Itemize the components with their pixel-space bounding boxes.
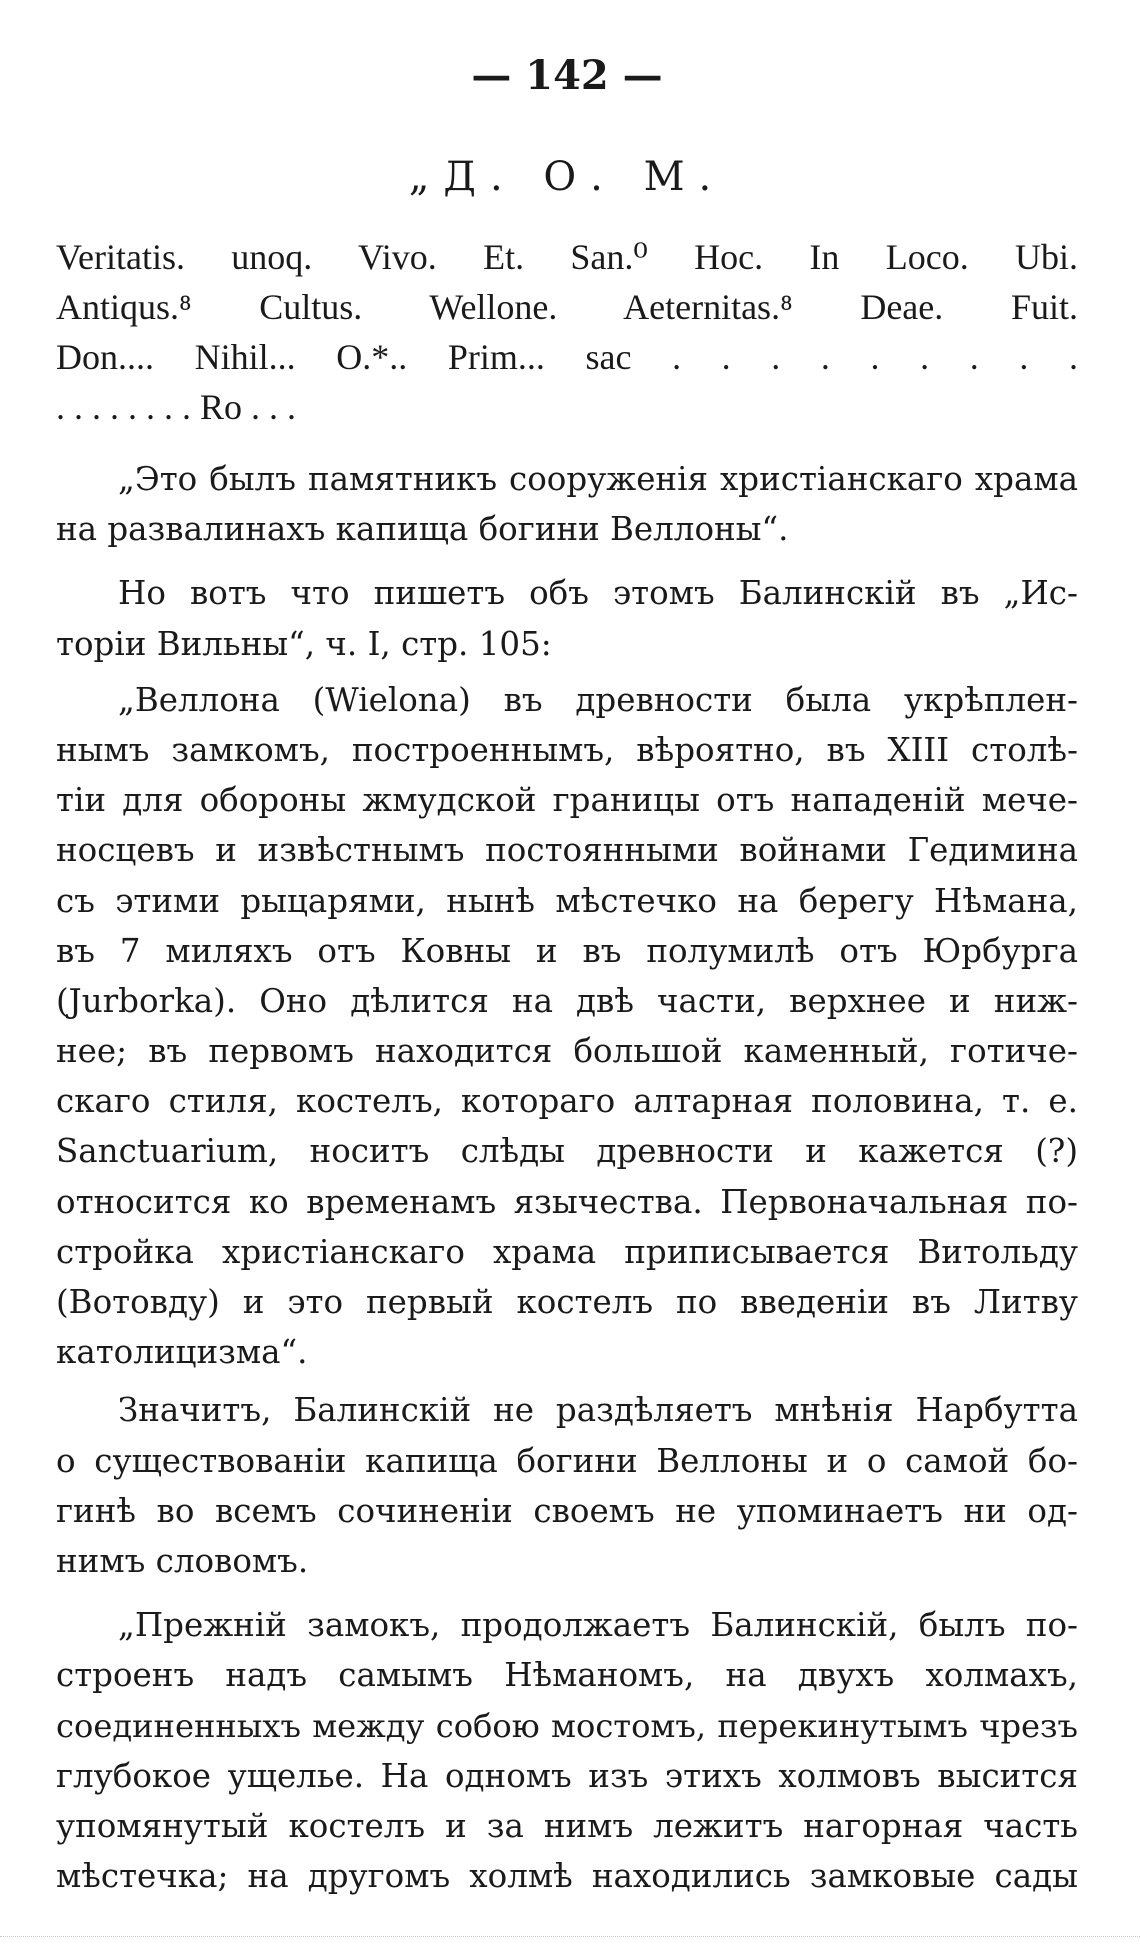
text-line: съ этими рыцарями, нынѣ мѣстечко на берегу Нѣмана, — [56, 881, 1078, 920]
paragraph-monument — [56, 454, 1078, 554]
text-line: упомянутый костелъ и за нимъ лежитъ нагорная часть — [56, 1806, 1078, 1845]
text-line: нимъ словомъ. — [56, 1541, 309, 1580]
text-line: гинѣ во всемъ сочиненіи своемъ не упоминаетъ ни од- — [56, 1491, 1078, 1530]
text-line: „Это былъ памятникъ сооруженія христіанскаго храма — [118, 460, 1078, 498]
text-line: нее; въ первомъ находится большой каменный, готиче- — [56, 1032, 1078, 1071]
text-line: католицизма“. — [56, 1333, 308, 1372]
paragraph-narbutt — [56, 1385, 1078, 1586]
inscription-line: . . . . . . . . Ro . . . — [56, 387, 297, 427]
text-line: мѣстечка; на другомъ холмѣ находились замковые сады — [56, 1857, 1078, 1896]
text-line: (Jurborka). Оно дѣлится на двѣ части, верхнее и ниж- — [56, 981, 1078, 1020]
text-line: тіи для обороны жмудской границы отъ нападеній мече- — [56, 781, 1078, 820]
page-bottom-edge — [0, 1936, 1140, 1938]
text-line: глубокое ущелье. На одномъ изъ этихъ холмовъ высится — [56, 1756, 1078, 1795]
latin-inscription — [56, 232, 1078, 432]
text-line: торіи Вильны“, ч. I, стр. 105: — [56, 624, 552, 663]
text-line: (Вотовду) и это первый костелъ по введеніи въ Литву — [56, 1283, 1078, 1321]
paragraph-castle — [56, 1600, 1078, 1901]
text-line: носцевъ и извѣстнымъ постоянными войнами Гедимина — [56, 831, 1078, 870]
text-line: нымъ замкомъ, построеннымъ, вѣроятно, въ XIII столѣ- — [56, 730, 1078, 769]
text-line: въ 7 миляхъ отъ Ковны и въ полумилѣ отъ Юрбурга — [56, 931, 1078, 970]
text-line: „Прежній замокъ, продолжаетъ Балинскій, былъ по- — [118, 1606, 1078, 1645]
inscription-heading: „Д. О. М. — [408, 154, 726, 200]
text-line: о существованіи капища богини Веллоны и о самой бо- — [56, 1441, 1078, 1480]
text-line: Но вотъ что пишетъ объ этомъ Балинскій въ „Ис- — [118, 574, 1078, 613]
text-line: соединенныхъ между собою мостомъ, перекинутымъ чрезъ — [56, 1706, 1078, 1745]
text-line: строенъ надъ самымъ Нѣманомъ, на двухъ холмахъ, — [56, 1656, 1078, 1695]
book-page — [56, 40, 1078, 1901]
text-line: Sanctuarium, носитъ слѣды древности и кажется (?) — [56, 1132, 1078, 1171]
text-line: Значитъ, Балинскій не раздѣляетъ мнѣнія Нарбутта — [118, 1391, 1078, 1430]
text-line: относится ко временамъ язычества. Первоначальная по- — [56, 1182, 1078, 1221]
text-line: стройка христіанскаго храма приписывается Витольду — [56, 1232, 1078, 1271]
text-line: скаго стиля, костелъ, котораго алтарная половина, т. е. — [56, 1082, 1078, 1121]
inscription-line: Antiqus.⁸ Cultus. Wellone. Aeternitas.⁸ Deae. Fuit. — [56, 287, 1078, 327]
inscription-line: Don.... Nihil... O.*.. Prim... sac . . . . . . . . . — [56, 337, 1078, 377]
page-number: — 142 — — [471, 52, 663, 99]
paragraph-balinski-intro — [56, 568, 1078, 668]
paragraph-wielona-quote — [56, 675, 1078, 1378]
text-line: „Веллона (Wielona) въ древности была укрѣплен- — [118, 680, 1078, 719]
inscription-line: Veritatis. unoq. Vivo. Et. San.⁰ Hoc. In Loco. Ubi. — [56, 237, 1078, 277]
text-line: на развалинахъ капища богини Веллоны“. — [56, 510, 789, 549]
